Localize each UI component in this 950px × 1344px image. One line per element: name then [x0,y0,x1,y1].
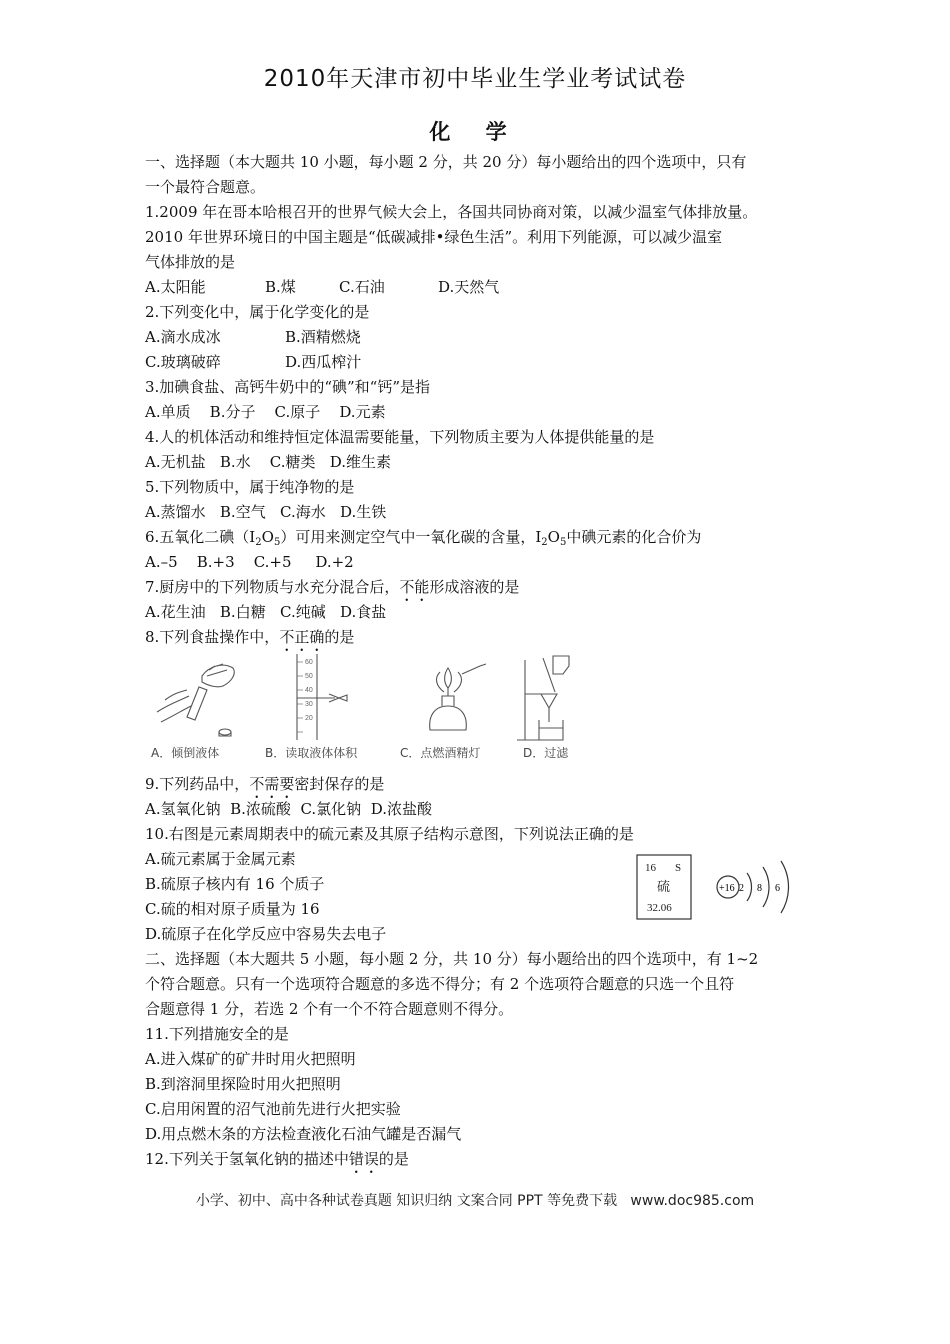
q2-option-d: D.西瓜榨汁 [285,353,362,371]
q7-stem [145,575,815,600]
atomic-number: 16 [645,862,656,874]
q1-stem-line2: 2010 年世界环境日的中国主题是“低碳减排•绿色生活”。利用下列能源，可以减少温室 [145,228,723,246]
q7-stem-pre: 7.厨房中的下列物质与水充分混合后， [145,578,400,596]
scale-label: 60 [305,659,313,666]
q11-option-d: D.用点燃木条的方法检查液化石油气罐是否漏气 [145,1125,462,1143]
q9-options: A.氢氧化钠 B.浓硫酸 C.氯化钠 D.浓盐酸 [145,800,432,818]
q10-options-block [145,847,815,947]
q8-caption-d: D．过滤 [523,746,569,760]
pouring-liquid-figure [147,652,242,742]
q2-option-c: C.玻璃破碎 [145,353,221,371]
q10-option-d: D.硫原子在化学反应中容易失去电子 [145,925,387,943]
electron-shell [747,873,752,901]
q12-emphasis: 错误 [348,1150,379,1168]
q6-options: A.–5 B.+3 C.+5 D.+2 [145,553,354,571]
q1-stem-line3: 气体排放的是 [145,253,236,271]
q3-options: A.单质 B.分子 C.原子 D.元素 [145,403,386,421]
q6-stem-part3: 中碘元素的化合价为 [566,528,702,546]
subject-heading: 化 学 [429,119,521,144]
q3-stem: 3.加碘食盐、高钙牛奶中的“碘”和“钙”是指 [145,378,430,396]
q9-stem-post: 密封保存的是 [294,775,385,793]
q1-option-b: B.煤 [265,278,296,296]
q8-emphasis: 不正确 [279,628,325,646]
q10-stem: 10.右图是元素周期表中的硫元素及其原子结构示意图，下列说法正确的是 [145,825,634,843]
q6-stem [145,525,815,550]
shell-electrons: 2 [739,883,744,894]
q2-option-b: B.酒精燃烧 [285,328,361,346]
q2-options-row1 [145,325,815,350]
q8-figures [145,652,815,770]
q6-subscript: 5 [559,537,567,548]
section2-intro-line1: 二、选择题（本大题共 5 小题，每小题 2 分，共 10 分）每小题给出的四个选项中，有 1~2 [145,950,759,968]
q5-stem: 5.下列物质中，属于纯净物的是 [145,478,355,496]
q8-caption-c: C．点燃酒精灯 [400,746,481,760]
element-symbol: S [675,862,682,874]
electron-shell [763,867,769,907]
q1-option-c: C.石油 [339,278,385,296]
q6-stem-part1: 6.五氧化二碘（I [145,528,256,546]
electron-shell [781,861,789,913]
element-name: 硫 [657,879,671,894]
q8-stem-pre: 8.下列食盐操作中， [145,628,280,646]
section1-intro-line2: 一个最符合题意。 [145,178,266,196]
q1-options [145,275,815,300]
q8-caption-b: B．读取液体体积 [265,746,358,760]
q6-subscript: 2 [255,537,262,548]
shell-electrons: 6 [775,883,780,894]
q10-option-c: C.硫的相对原子质量为 16 [145,900,320,918]
q12-stem [145,1147,815,1172]
q6-subscript: 2 [541,537,548,548]
scale-label: 30 [305,701,313,708]
q10-option-b: B.硫原子核内有 16 个质子 [145,875,325,893]
page-footer: 小学、初中、高中各种试卷真题 知识归纳 文案合同 PPT 等免费下载 www.doc985.com [195,1193,755,1209]
q11-option-b: B.到溶洞里探险时用火把照明 [145,1075,341,1093]
section1-intro-line1: 一、选择题（本大题共 10 小题，每小题 2 分，共 20 分）每小题给出的四个选项中，只有 [145,153,747,171]
shell-electrons: 8 [757,883,762,894]
q5-options: A.蒸馏水 B.空气 C.海水 D.生铁 [145,503,387,521]
graduated-cylinder-figure [273,652,373,742]
q7-emphasis: 不能 [399,578,430,596]
alcohol-lamp-figure [410,652,500,742]
q9-stem [145,772,815,797]
q9-stem-pre: 9.下列药品中， [145,775,250,793]
q11-stem: 11.下列措施安全的是 [145,1025,289,1043]
q1-stem-line1: 1.2009 年在哥本哈根召开的世界气候大会上，各国共同协商对策，以减少温室气体排放量。 [145,203,758,221]
exam-content [145,150,815,1172]
section2-intro-line3: 合题意得 1 分，若选 2 个有一个不符合题意则不得分。 [145,1000,514,1018]
section2-intro-line2: 个符合题意。只有一个选项符合题意的多选不得分；有 2 个选项符合题意的只选一个且符 [145,975,735,993]
scale-label: 20 [305,715,313,722]
q6-stem-part2: ）可用来测定空气中一氧化碳的含量，I [280,528,542,546]
q7-stem-post: 形成溶液的是 [429,578,520,596]
q6-oxygen: O [547,528,560,546]
nuclear-charge: +16 [719,883,735,894]
scale-label: 50 [305,673,313,680]
q8-stem-post: 的是 [324,628,355,646]
filtration-figure [513,652,588,747]
q8-stem [145,625,815,650]
atomic-mass: 32.06 [647,902,672,914]
q2-option-a: A.滴水成冰 [145,328,221,346]
q12-stem-pre: 12.下列关于氢氧化钠的描述中 [145,1150,349,1168]
q12-stem-post: 的是 [378,1150,409,1168]
q9-emphasis: 不需要 [249,775,295,793]
q10-option-a: A.硫元素属于金属元素 [145,850,296,868]
q7-options: A.花生油 B.白糖 C.纯碱 D.食盐 [145,603,387,621]
q6-oxygen: O [261,528,274,546]
q2-options-row2 [145,350,815,375]
q4-options: A.无机盐 B.水 C.糖类 D.维生素 [145,453,392,471]
q11-option-c: C.启用闲置的沼气池前先进行火把实验 [145,1100,401,1118]
q1-option-a: A.太阳能 [145,278,206,296]
scale-label: 40 [305,687,313,694]
sulfur-atom-diagram [635,853,825,923]
q2-stem: 2.下列变化中，属于化学变化的是 [145,303,370,321]
q1-option-d: D.天然气 [438,278,500,296]
q6-subscript: 5 [273,537,281,548]
q4-stem: 4.人的机体活动和维持恒定体温需要能量，下列物质主要为人体提供能量的是 [145,428,655,446]
q8-caption-a: A．倾倒液体 [151,746,220,760]
page-title: 2010年天津市初中毕业生学业考试试卷 [263,66,687,92]
q11-option-a: A.进入煤矿的矿井时用火把照明 [145,1050,356,1068]
